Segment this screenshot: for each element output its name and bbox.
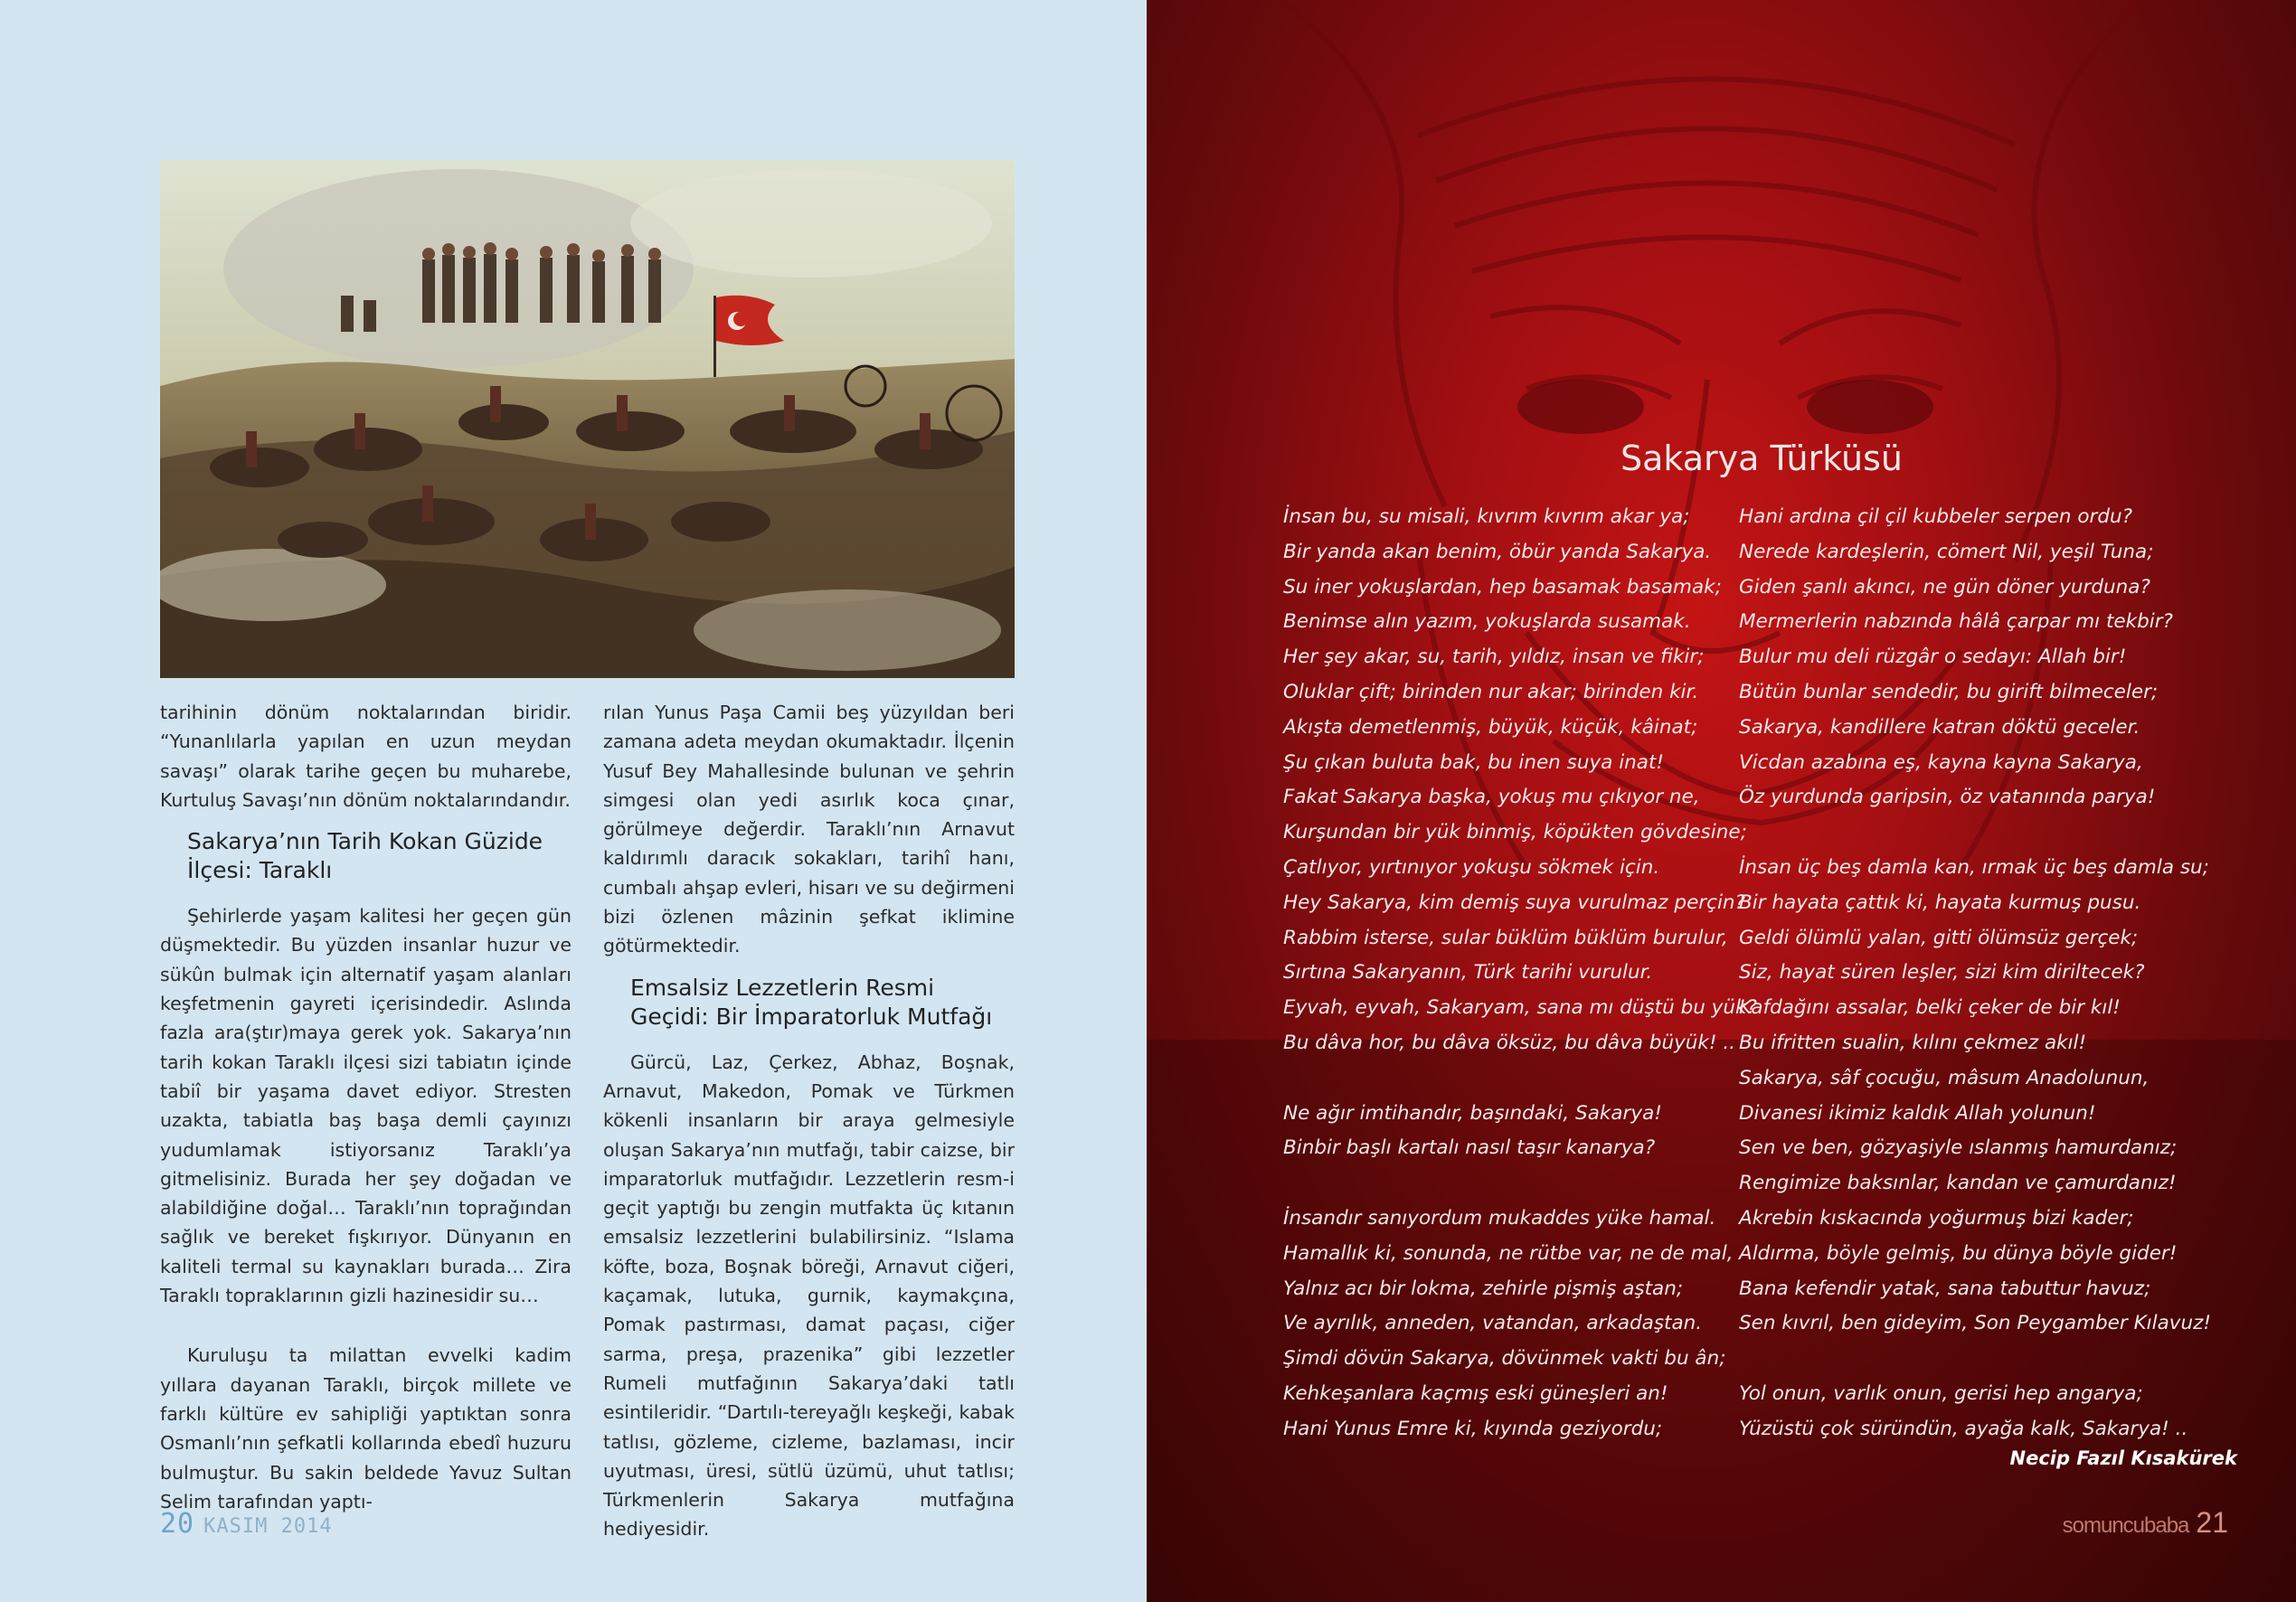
poem-line: Bir hayata çattık ki, hayata kurmuş pusu. bbox=[1739, 891, 2141, 914]
poem-column-right bbox=[1739, 500, 2211, 1447]
poem-line: Giden şanlı akıncı, ne gün döner yurduna? bbox=[1739, 575, 2150, 598]
poem-line: Hani Yunus Emre ki, kıyında geziyordu; bbox=[1283, 1417, 1663, 1440]
poem-line: Akrebin kıskacında yoğurmuş bizi kader; bbox=[1739, 1206, 2134, 1230]
page-number: 20 bbox=[160, 1508, 195, 1540]
poem-line: Rabbim isterse, sular büklüm büklüm burulur, bbox=[1283, 926, 1728, 949]
poem-line: Hani ardına çil çil kubbeler serpen ordu? bbox=[1739, 505, 2133, 528]
page-folio-right bbox=[2063, 1506, 2228, 1540]
poem-line: Oluklar çift; birinden nur akar; birinden kir. bbox=[1283, 680, 1699, 703]
poem-line: Kehkeşanlara kaçmış eski güneşleri an! bbox=[1283, 1381, 1668, 1405]
poem-line: Şu çıkan buluta bak, bu inen suya inat! bbox=[1283, 750, 1665, 774]
poem-line: Rengimize baksınlar, kandan ve çamurdanız! bbox=[1739, 1172, 2177, 1195]
poem-line: Nerede kardeşlerin, cömert Nil, yeşil Tuna; bbox=[1739, 540, 2154, 563]
paragraph: Şehirlerde yaşam kalitesi her geçen gün düşmektedir. Bu yüzden insanlar huzur ve sükûn bulmak için alternatif yaşam alanları keşfetmenin gayreti içerisindedir. Aslında fazla ara(ştır)maya gerek yok. Sakarya’nın tarih kokan Taraklı ilçesi sizi tabiatın içinde tabiî bir yaşama davet ediyor. Stresten uzakta, tabiatla baş başa demli çayınızı yudumlamak istiyorsanız Taraklı’ya gitmelisiniz. Burada her şey doğadan ve alabildiğine doğal… Taraklı’nın toprağından sağlık ve bereket fışkırıyor. Dünyanın en kaliteli termal su kaynakları burada… Zira Taraklı topraklarının gizli hazinesidir su… bbox=[160, 905, 572, 1307]
poem-line: Yüzüstü çok süründün, ayağa kalk, Sakarya! .. bbox=[1739, 1417, 2188, 1440]
poem-line: Bulur mu deli rüzgâr o sedayı: Allah bir! bbox=[1739, 646, 2127, 669]
poem-line: Çatlıyor, yırtınıyor yokuşu sökmek için. bbox=[1283, 855, 1660, 879]
poem-line: Hamallık ki, sonunda, ne rütbe var, ne de mal, bbox=[1283, 1241, 1734, 1265]
article-column-1 bbox=[160, 698, 572, 1516]
poem-line bbox=[1283, 1061, 1757, 1097]
poem-line: Fakat Sakarya başka, yokuş mu çıkıyor ne, bbox=[1283, 786, 1700, 809]
poem-line bbox=[1283, 1166, 1757, 1202]
paragraph: Kuruluşu ta milattan evvelki kadim yıllara dayanan Taraklı, birçok millete ve farklı kültüre ev sahipliği yaptıktan sonra Osmanlı’nın şefkatli kollarında ebedî huzuru bulmuştur. Bu sakin beldede Yavuz Sultan Selim tarafından yaptı- bbox=[160, 1344, 572, 1512]
poem-line: Bir yanda akan benim, öbür yanda Sakarya. bbox=[1283, 540, 1712, 563]
poem-line: Eyvah, eyvah, Sakaryam, sana mı düştü bu yük? bbox=[1283, 996, 1757, 1020]
poem-line: Geldi ölümlü yalan, gitti ölümsüz gerçek; bbox=[1739, 926, 2139, 949]
poem-line bbox=[1739, 815, 2211, 851]
poem-title: Sakarya Türküsü bbox=[1620, 438, 1903, 478]
poem-line: Akışta demetlenmiş, büyük, küçük, kâinat; bbox=[1283, 715, 1698, 739]
poem-line: Divanesi ikimiz kaldık Allah yolunun! bbox=[1739, 1101, 2096, 1125]
poem-line: Yol onun, varlık onun, gerisi hep angarya; bbox=[1739, 1381, 2143, 1405]
poem-line: Sırtına Sakaryanın, Türk tarihi vurulur. bbox=[1283, 961, 1653, 985]
paragraph: tarihinin dönüm noktalarından biridir. “Yunanlılarla yapılan en uzun meydan savaşı” olarak tarihe geçen bu muharebe, Kurtuluş Savaşı’nın dönüm noktalarındandır. bbox=[160, 702, 572, 811]
poem-line: Ne ağır imtihandır, başındaki, Sakarya! bbox=[1283, 1101, 1662, 1125]
poem-line: Öz yurdunda garipsin, öz vatanında parya! bbox=[1739, 786, 2156, 809]
poem-line: Siz, hayat süren leşler, sizi kim diriltecek? bbox=[1739, 961, 2145, 985]
battle-painting bbox=[160, 160, 1015, 678]
poem-line: İnsandır sanıyordum mukaddes yüke hamal. bbox=[1283, 1206, 1716, 1230]
poem-line: Yalnız acı bir lokma, zehirle pişmiş aştan; bbox=[1283, 1277, 1684, 1300]
section-heading: Sakarya’nın Tarih Kokan Güzide İlçesi: Taraklı bbox=[187, 828, 543, 884]
poem-line: Şimdi dövün Sakarya, dövünmek vakti bu ân; bbox=[1283, 1347, 1726, 1371]
paragraph: Gürcü, Laz, Çerkez, Abhaz, Boşnak, Arnavut, Makedon, Pomak ve Türkmen kökenli insanların bir araya gelmesiyle oluşan Sakarya’nın mutfağı, tabir caizse, bir imparatorluk mutfağıdır. Lezzetlerin resm-i geçit yaptığı bu zengin mutfakta üç kıtanın emsalsiz lezzetlerini bulabilirsiniz. “Islama köfte, boza, Boşnak böreği, Arnavut ciğeri, kaçamak, lutuka, gurnik, kaymakçına, Pomak pastırması, damat paçası, ciğer sarma, preşa, prazenika” gibi lezzetler Rumeli mutfağının Sakarya’daki tatlı esintileridir. “Dartılı-tereyağlı keşkeği, kabak tatlısı, gözleme, cizleme, bazlaması, incir uyutması, üresi, sütlü üzümü, uhut tatlısı; Türkmenlerin Sakarya mutfağına hediyesidir. bbox=[603, 1051, 1015, 1541]
section-heading: Emsalsiz Lezzetlerin Resmi Geçidi: Bir İmparatorluk Mutfağı bbox=[630, 974, 993, 1030]
poem-line: İnsan bu, su misali, kıvrım kıvrım akar ya; bbox=[1283, 505, 1690, 528]
poem-line: Aldırma, böyle gelmiş, bu dünya böyle gider! bbox=[1739, 1241, 2178, 1265]
page-number: 21 bbox=[2196, 1506, 2228, 1539]
battle-painting-image bbox=[160, 160, 1015, 678]
right-page bbox=[1147, 0, 2296, 1602]
poem-line: Bana kefendir yatak, sana tabuttur havuz; bbox=[1739, 1277, 2151, 1300]
poem-line: Sen ve ben, gözyaşiyle ıslanmış hamurdanız; bbox=[1739, 1136, 2178, 1160]
poem-line: Her şey akar, su, tarih, yıldız, insan ve fikir; bbox=[1283, 646, 1705, 669]
poem-line: Sakarya, sâf çocuğu, mâsum Anadolunun, bbox=[1739, 1066, 2150, 1089]
poem-line: Hey Sakarya, kim demiş suya vurulmaz perçin? bbox=[1283, 891, 1745, 914]
poem-line: Mermerlerin nabzında hâlâ çarpar mı tekbir? bbox=[1739, 610, 2173, 634]
left-page bbox=[0, 0, 1147, 1602]
poem-line: Benimse alın yazım, yokuşlarda susamak. bbox=[1283, 610, 1691, 634]
paragraph: rılan Yunus Paşa Camii beş yüzyıldan beri zamana adeta meydan okumaktadır. İlçenin Yusuf Bey Mahallesinde bulunan ve şehrin simgesi olan yedi asırlık koca çınar, görülmeye değerdir. Taraklı’nın Arnavut kaldırımlı daracık sokakları, tarihî hanı, cumbalı ahşap evleri, hisarı ve su değirmeni bizi özlenen mâzinin şefkat iklimine götürmektedir. bbox=[603, 702, 1015, 957]
poem-column-left bbox=[1283, 500, 1757, 1447]
poem-line: Bu ifritten sualin, kılını çekmez akıl! bbox=[1739, 1031, 2087, 1054]
page-folio-left bbox=[160, 1508, 333, 1540]
poem-line: Kafdağını assalar, belki çeker de bir kıl! bbox=[1739, 996, 2121, 1020]
article-column-2 bbox=[603, 698, 1015, 1544]
poem-line: Sakarya, kandillere katran döktü geceler. bbox=[1739, 715, 2140, 739]
poem-line: Bu dâva hor, bu dâva öksüz, bu dâva büyük! .. bbox=[1283, 1031, 1735, 1054]
poem-line: Su iner yokuşlardan, hep basamak basamak; bbox=[1283, 575, 1722, 598]
poem-line: Vicdan azabına eş, kayna kayna Sakarya, bbox=[1739, 750, 2143, 774]
poem-line bbox=[1739, 1342, 2211, 1377]
poem-author: Necip Fazıl Kısakürek bbox=[2009, 1447, 2237, 1469]
poem-line: Sen kıvrıl, ben gideyim, Son Peygamber Kılavuz! bbox=[1739, 1312, 2212, 1335]
poem-line: Ve ayrılık, anneden, vatandan, arkadaştan. bbox=[1283, 1312, 1703, 1335]
magazine-name: somuncubaba bbox=[2062, 1513, 2189, 1538]
poem-line: Bütün bunlar sendedir, bu girift bilmeceler; bbox=[1739, 680, 2159, 703]
issue-date: KASIM 2014 bbox=[203, 1515, 333, 1538]
poem-line: Binbir başlı kartalı nasıl taşır kanarya? bbox=[1283, 1136, 1656, 1160]
poem-line: Kurşundan bir yük binmiş, köpükten gövdesine; bbox=[1283, 821, 1747, 844]
poem-line: İnsan üç beş damla kan, ırmak üç beş damla su; bbox=[1739, 855, 2209, 879]
